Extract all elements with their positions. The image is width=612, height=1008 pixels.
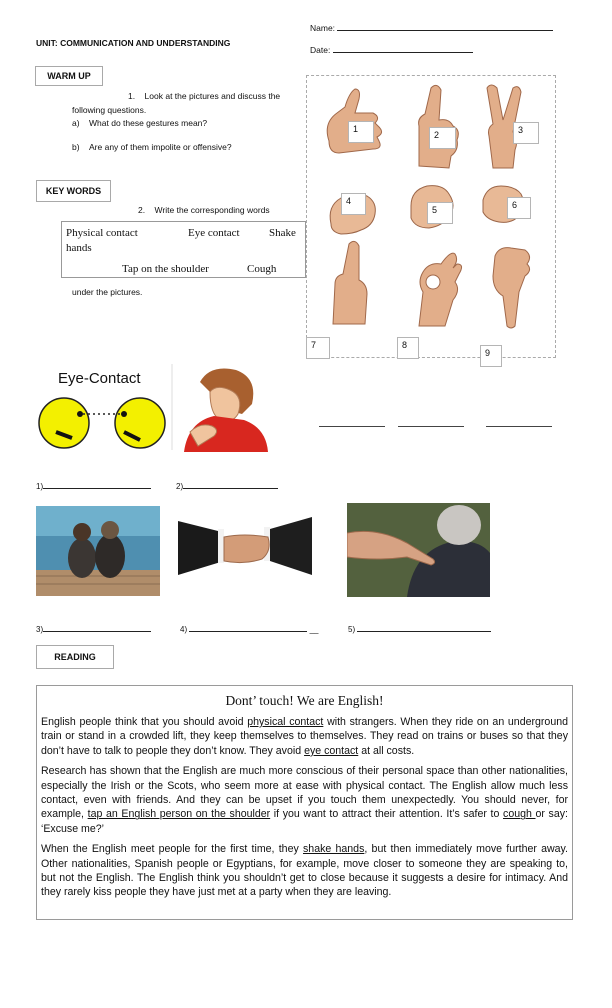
keyword-physical-contact: physical contact bbox=[247, 716, 324, 728]
q1-number: 1. bbox=[128, 91, 136, 101]
blank-1[interactable] bbox=[36, 481, 151, 491]
word-shake: Shake bbox=[269, 227, 296, 239]
word-physical-contact: Physical contact bbox=[66, 227, 138, 239]
blank-4-tail: __ bbox=[309, 625, 319, 634]
warm-up-label: WARM UP bbox=[35, 66, 103, 86]
paragraph-3: When the English meet people for the first time, they shake hands, but then immediately move further away. Other nationalities, Spanish people or Egyptians, for example, move closer to someone they are speaking to, but not the English. The English think you shouldn’t get to close because it suggests a desire for intimacy. And they rarely kiss people they have just met at a party when they are leaving. bbox=[41, 843, 568, 899]
gesture-number-box[interactable]: 2 bbox=[429, 127, 456, 149]
thumbs-down-gesture-icon bbox=[493, 248, 530, 328]
eye-contact-image bbox=[36, 392, 166, 454]
qb-text: Are any of them impolite or offensive? bbox=[89, 142, 232, 152]
coughing-person-image bbox=[170, 362, 270, 454]
date-field[interactable] bbox=[310, 44, 473, 55]
reading-label: READING bbox=[36, 645, 114, 669]
under-pictures-text: under the pictures. bbox=[72, 287, 143, 297]
eye-contact-heading: Eye-Contact bbox=[58, 370, 141, 387]
name-field[interactable] bbox=[310, 22, 553, 33]
key-words-label: KEY WORDS bbox=[36, 180, 111, 202]
blank-3-label: 3) bbox=[36, 625, 44, 634]
blank-4[interactable] bbox=[180, 624, 319, 634]
q1-line1 bbox=[128, 91, 280, 101]
word-cough: Cough bbox=[247, 263, 277, 275]
gesture-answer-line[interactable] bbox=[486, 426, 552, 427]
q2-line bbox=[138, 205, 270, 215]
couple-photo bbox=[36, 506, 160, 596]
keyword-tap-shoulder: tap an English person on the shoulder bbox=[87, 808, 271, 821]
keyword-shake-hands: shake hands bbox=[303, 843, 365, 856]
handshake-photo bbox=[178, 511, 312, 579]
ok-sign-gesture-icon bbox=[419, 253, 462, 326]
blank-2[interactable] bbox=[176, 481, 278, 491]
gesture-number-box[interactable]: 5 bbox=[427, 202, 453, 224]
blank-2-label: 2) bbox=[176, 482, 184, 491]
q2-number: 2. bbox=[138, 205, 146, 215]
gesture-answer-line[interactable] bbox=[319, 426, 385, 427]
unit-title: UNIT: COMMUNICATION AND UNDERSTANDING bbox=[36, 38, 231, 48]
gesture-number-box[interactable]: 3 bbox=[513, 122, 539, 144]
gesture-number-box[interactable]: 1 bbox=[348, 121, 374, 143]
name-line bbox=[337, 22, 553, 31]
face-right-icon bbox=[115, 398, 165, 448]
gesture-answer-line[interactable] bbox=[398, 426, 464, 427]
paragraph-2: Research has shown that the English are much more conscious of their personal space than other nationalities, especially the Irish or the Scots, who seem more at ease with physical contact. The English allow much less contact, even with friends. And they can be upset if you touch them unexpectedly. You should never, for example, tap an English person on the shoulder if you want to attract their attention. It’s safer to cough or say: ‘Excuse me?’ bbox=[41, 765, 568, 835]
word-eye-contact: Eye contact bbox=[188, 227, 240, 239]
qa-label: a) bbox=[72, 118, 80, 128]
face-left-icon bbox=[39, 398, 89, 448]
q1-text-a: Look at the pictures and discuss the bbox=[144, 91, 281, 101]
word-tap-shoulder: Tap on the shoulder bbox=[122, 263, 209, 275]
date-line bbox=[333, 44, 473, 53]
blank-1-label: 1) bbox=[36, 482, 44, 491]
qa-text: What do these gestures mean? bbox=[89, 118, 208, 128]
shoulder-tap-photo bbox=[347, 503, 490, 597]
question-b bbox=[72, 142, 232, 152]
gesture-number-box[interactable]: 7 bbox=[306, 337, 330, 359]
blank-5[interactable] bbox=[348, 624, 491, 634]
gesture-number-box[interactable]: 8 bbox=[397, 337, 419, 359]
gesture-number-box[interactable]: 9 bbox=[480, 345, 502, 367]
reading-title: Dont’ touch! We are English! bbox=[225, 693, 384, 708]
question-a bbox=[72, 118, 207, 128]
blank-3[interactable] bbox=[36, 624, 151, 634]
middle-finger-gesture-icon bbox=[333, 241, 367, 324]
qb-label: b) bbox=[72, 142, 80, 152]
q1-text-b: following questions. bbox=[72, 105, 147, 115]
keyword-eye-contact: eye contact bbox=[304, 744, 359, 757]
paragraph-1: English people think that you should avoid physical contact with strangers. When they ride on an underground train or stand in a crowded lift, they keep themselves to themselves. They read on trains or buses so that they don’t have to talk to people they don’t know. They avoid eye contact at all costs. bbox=[41, 716, 568, 757]
date-label: Date: bbox=[310, 45, 331, 55]
word-hands: hands bbox=[66, 242, 92, 254]
reading-passage bbox=[36, 685, 573, 920]
keyword-cough: cough bbox=[503, 808, 536, 821]
gesture-number-box[interactable]: 4 bbox=[341, 193, 366, 215]
name-label: Name: bbox=[310, 23, 336, 33]
q2-text: Write the corresponding words bbox=[154, 205, 270, 215]
blank-4-label: 4) bbox=[180, 625, 188, 634]
blank-5-label: 5) bbox=[348, 625, 356, 634]
gesture-number-box[interactable]: 6 bbox=[507, 197, 531, 219]
